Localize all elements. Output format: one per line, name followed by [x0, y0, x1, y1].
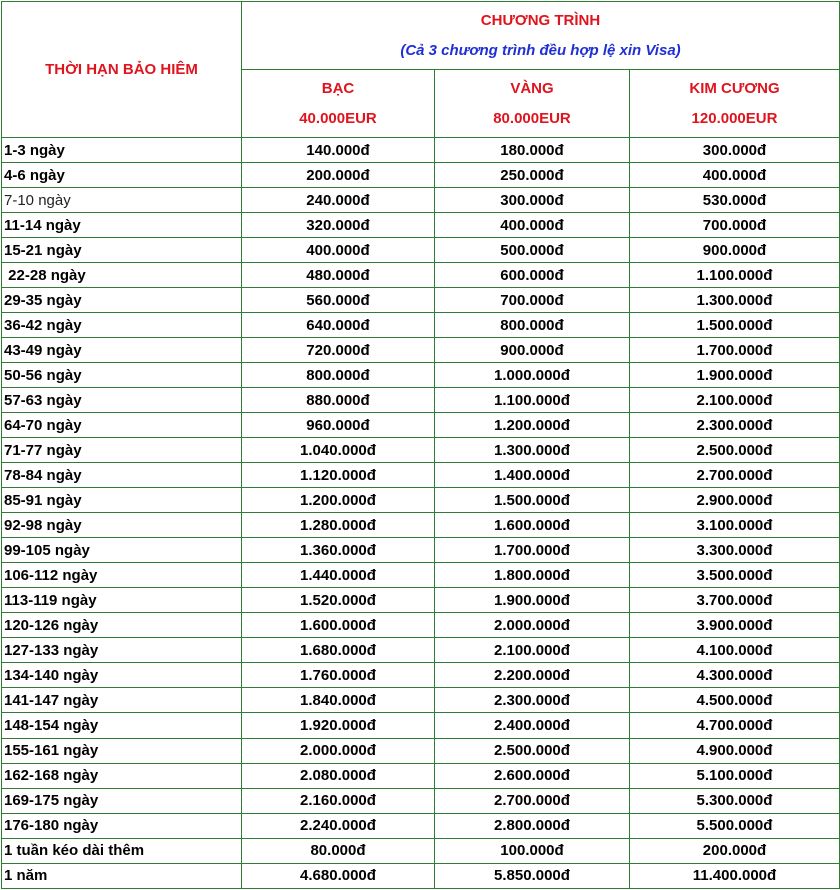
price-diamond-cell: 2.900.000đ: [630, 488, 840, 513]
price-gold-cell: 2.700.000đ: [435, 788, 630, 813]
duration-cell: 4-6 ngày: [2, 163, 242, 188]
price-gold-cell: 1.300.000đ: [435, 438, 630, 463]
price-silver-cell: 240.000đ: [242, 188, 435, 213]
duration-cell: 85-91 ngày: [2, 488, 242, 513]
duration-cell: 1 năm: [2, 863, 242, 888]
price-gold-cell: 2.600.000đ: [435, 763, 630, 788]
duration-cell: 148-154 ngày: [2, 713, 242, 738]
plan-header-diamond: [630, 70, 840, 138]
duration-cell: 134-140 ngày: [2, 663, 242, 688]
table-row: [2, 563, 840, 588]
price-gold-cell: 700.000đ: [435, 288, 630, 313]
price-silver-cell: 1.840.000đ: [242, 688, 435, 713]
table-row: [2, 438, 840, 463]
plan-coverage: 120.000EUR: [691, 109, 778, 127]
table-row: [2, 763, 840, 788]
price-gold-cell: 2.300.000đ: [435, 688, 630, 713]
price-diamond-cell: 4.500.000đ: [630, 688, 840, 713]
plan-coverage: 80.000EUR: [493, 109, 571, 127]
price-diamond-cell: 5.300.000đ: [630, 788, 840, 813]
price-gold-cell: 600.000đ: [435, 263, 630, 288]
duration-cell: 78-84 ngày: [2, 463, 242, 488]
price-diamond-cell: 2.300.000đ: [630, 413, 840, 438]
price-diamond-cell: 2.700.000đ: [630, 463, 840, 488]
price-gold-cell: 1.400.000đ: [435, 463, 630, 488]
price-gold-cell: 250.000đ: [435, 163, 630, 188]
duration-cell: 15-21 ngày: [2, 238, 242, 263]
price-silver-cell: 1.280.000đ: [242, 513, 435, 538]
price-silver-cell: 2.000.000đ: [242, 738, 435, 763]
price-gold-cell: 500.000đ: [435, 238, 630, 263]
table-row: [2, 388, 840, 413]
price-diamond-cell: 5.100.000đ: [630, 763, 840, 788]
price-diamond-cell: 4.700.000đ: [630, 713, 840, 738]
price-diamond-cell: 1.500.000đ: [630, 313, 840, 338]
duration-cell: 176-180 ngày: [2, 813, 242, 838]
price-gold-cell: 800.000đ: [435, 313, 630, 338]
price-silver-cell: 2.240.000đ: [242, 813, 435, 838]
price-gold-cell: 100.000đ: [435, 838, 630, 863]
price-gold-cell: 1.200.000đ: [435, 413, 630, 438]
duration-cell: 99-105 ngày: [2, 538, 242, 563]
table-row: [2, 288, 840, 313]
duration-cell: 120-126 ngày: [2, 613, 242, 638]
price-gold-cell: 1.600.000đ: [435, 513, 630, 538]
price-gold-cell: 300.000đ: [435, 188, 630, 213]
table-row: [2, 463, 840, 488]
price-silver-cell: 800.000đ: [242, 363, 435, 388]
table-row: [2, 163, 840, 188]
price-silver-cell: 1.440.000đ: [242, 563, 435, 588]
price-silver-cell: 400.000đ: [242, 238, 435, 263]
price-gold-cell: 2.400.000đ: [435, 713, 630, 738]
price-silver-cell: 1.120.000đ: [242, 463, 435, 488]
price-gold-cell: 2.500.000đ: [435, 738, 630, 763]
price-diamond-cell: 300.000đ: [630, 138, 840, 163]
program-header: [242, 2, 840, 70]
duration-cell: 50-56 ngày: [2, 363, 242, 388]
price-gold-cell: 1.700.000đ: [435, 538, 630, 563]
table-row: [2, 488, 840, 513]
price-diamond-cell: 400.000đ: [630, 163, 840, 188]
price-silver-cell: 2.080.000đ: [242, 763, 435, 788]
price-silver-cell: 200.000đ: [242, 163, 435, 188]
price-diamond-cell: 1.300.000đ: [630, 288, 840, 313]
price-diamond-cell: 1.700.000đ: [630, 338, 840, 363]
table-row: [2, 513, 840, 538]
price-diamond-cell: 5.500.000đ: [630, 813, 840, 838]
price-diamond-cell: 11.400.000đ: [630, 863, 840, 888]
price-gold-cell: 2.100.000đ: [435, 638, 630, 663]
price-silver-cell: 1.520.000đ: [242, 588, 435, 613]
price-silver-cell: 80.000đ: [242, 838, 435, 863]
table-row: [2, 863, 840, 888]
table-row: [2, 738, 840, 763]
plan-coverage: 40.000EUR: [299, 109, 377, 127]
price-diamond-cell: 2.500.000đ: [630, 438, 840, 463]
price-silver-cell: 1.920.000đ: [242, 713, 435, 738]
table-row: [2, 213, 840, 238]
duration-cell: 169-175 ngày: [2, 788, 242, 813]
program-title: CHƯƠNG TRÌNH: [480, 11, 601, 29]
table-row: [2, 638, 840, 663]
table-row: [2, 613, 840, 638]
duration-cell: 92-98 ngày: [2, 513, 242, 538]
duration-cell: 71-77 ngày: [2, 438, 242, 463]
duration-cell: 36-42 ngày: [2, 313, 242, 338]
plan-header-silver: [242, 70, 435, 138]
duration-cell: 11-14 ngày: [2, 213, 242, 238]
price-diamond-cell: 700.000đ: [630, 213, 840, 238]
duration-cell: 29-35 ngày: [2, 288, 242, 313]
insurance-price-table: [1, 1, 840, 889]
price-silver-cell: 480.000đ: [242, 263, 435, 288]
price-diamond-cell: 4.100.000đ: [630, 638, 840, 663]
plan-name: VÀNG: [510, 79, 554, 97]
price-silver-cell: 1.200.000đ: [242, 488, 435, 513]
price-silver-cell: 640.000đ: [242, 313, 435, 338]
table-row: [2, 338, 840, 363]
program-note: (Cả 3 chương trình đều hợp lệ xin Visa): [400, 41, 681, 59]
price-diamond-cell: 900.000đ: [630, 238, 840, 263]
price-diamond-cell: 4.300.000đ: [630, 663, 840, 688]
price-silver-cell: 1.600.000đ: [242, 613, 435, 638]
table-row: [2, 788, 840, 813]
price-gold-cell: 2.200.000đ: [435, 663, 630, 688]
price-gold-cell: 1.900.000đ: [435, 588, 630, 613]
price-silver-cell: 4.680.000đ: [242, 863, 435, 888]
header-row-program: [2, 2, 840, 70]
price-silver-cell: 140.000đ: [242, 138, 435, 163]
price-silver-cell: 560.000đ: [242, 288, 435, 313]
price-diamond-cell: 530.000đ: [630, 188, 840, 213]
duration-cell: 57-63 ngày: [2, 388, 242, 413]
price-gold-cell: 5.850.000đ: [435, 863, 630, 888]
table-row: [2, 538, 840, 563]
price-diamond-cell: 1.100.000đ: [630, 263, 840, 288]
plan-header-gold: [435, 70, 630, 138]
duration-cell: 22-28 ngày: [2, 263, 242, 288]
price-diamond-cell: 3.700.000đ: [630, 588, 840, 613]
price-gold-cell: 1.100.000đ: [435, 388, 630, 413]
table-row: [2, 263, 840, 288]
duration-cell: 43-49 ngày: [2, 338, 242, 363]
duration-cell: 106-112 ngày: [2, 563, 242, 588]
table-row: [2, 838, 840, 863]
table-row: [2, 713, 840, 738]
price-diamond-cell: 4.900.000đ: [630, 738, 840, 763]
price-diamond-cell: 200.000đ: [630, 838, 840, 863]
duration-cell: 141-147 ngày: [2, 688, 242, 713]
plan-name: BẠC: [321, 79, 355, 97]
table-row: [2, 663, 840, 688]
price-silver-cell: 1.680.000đ: [242, 638, 435, 663]
table-row: [2, 688, 840, 713]
price-diamond-cell: 3.300.000đ: [630, 538, 840, 563]
period-header: THỜI HẠN BẢO HIÊM: [2, 2, 242, 138]
price-gold-cell: 1.000.000đ: [435, 363, 630, 388]
table-row: [2, 813, 840, 838]
duration-cell: 113-119 ngày: [2, 588, 242, 613]
price-gold-cell: 2.000.000đ: [435, 613, 630, 638]
table-row: [2, 363, 840, 388]
price-diamond-cell: 1.900.000đ: [630, 363, 840, 388]
price-diamond-cell: 3.500.000đ: [630, 563, 840, 588]
table-row: [2, 313, 840, 338]
table-row: [2, 238, 840, 263]
price-silver-cell: 960.000đ: [242, 413, 435, 438]
price-silver-cell: 320.000đ: [242, 213, 435, 238]
table-row: [2, 588, 840, 613]
price-silver-cell: 1.360.000đ: [242, 538, 435, 563]
price-silver-cell: 1.760.000đ: [242, 663, 435, 688]
price-gold-cell: 180.000đ: [435, 138, 630, 163]
duration-cell: 1-3 ngày: [2, 138, 242, 163]
price-diamond-cell: 3.100.000đ: [630, 513, 840, 538]
table-row: [2, 188, 840, 213]
duration-cell: 155-161 ngày: [2, 738, 242, 763]
price-gold-cell: 400.000đ: [435, 213, 630, 238]
price-gold-cell: 2.800.000đ: [435, 813, 630, 838]
price-gold-cell: 900.000đ: [435, 338, 630, 363]
price-diamond-cell: 2.100.000đ: [630, 388, 840, 413]
duration-cell: 162-168 ngày: [2, 763, 242, 788]
price-silver-cell: 880.000đ: [242, 388, 435, 413]
price-gold-cell: 1.500.000đ: [435, 488, 630, 513]
price-silver-cell: 2.160.000đ: [242, 788, 435, 813]
plan-name: KIM CƯƠNG: [689, 79, 780, 97]
duration-cell: 1 tuần kéo dài thêm: [2, 838, 242, 863]
price-diamond-cell: 3.900.000đ: [630, 613, 840, 638]
price-silver-cell: 720.000đ: [242, 338, 435, 363]
table-row: [2, 138, 840, 163]
duration-cell: 7-10 ngày: [2, 188, 242, 213]
duration-cell: 64-70 ngày: [2, 413, 242, 438]
table-row: [2, 413, 840, 438]
price-gold-cell: 1.800.000đ: [435, 563, 630, 588]
duration-cell: 127-133 ngày: [2, 638, 242, 663]
price-silver-cell: 1.040.000đ: [242, 438, 435, 463]
